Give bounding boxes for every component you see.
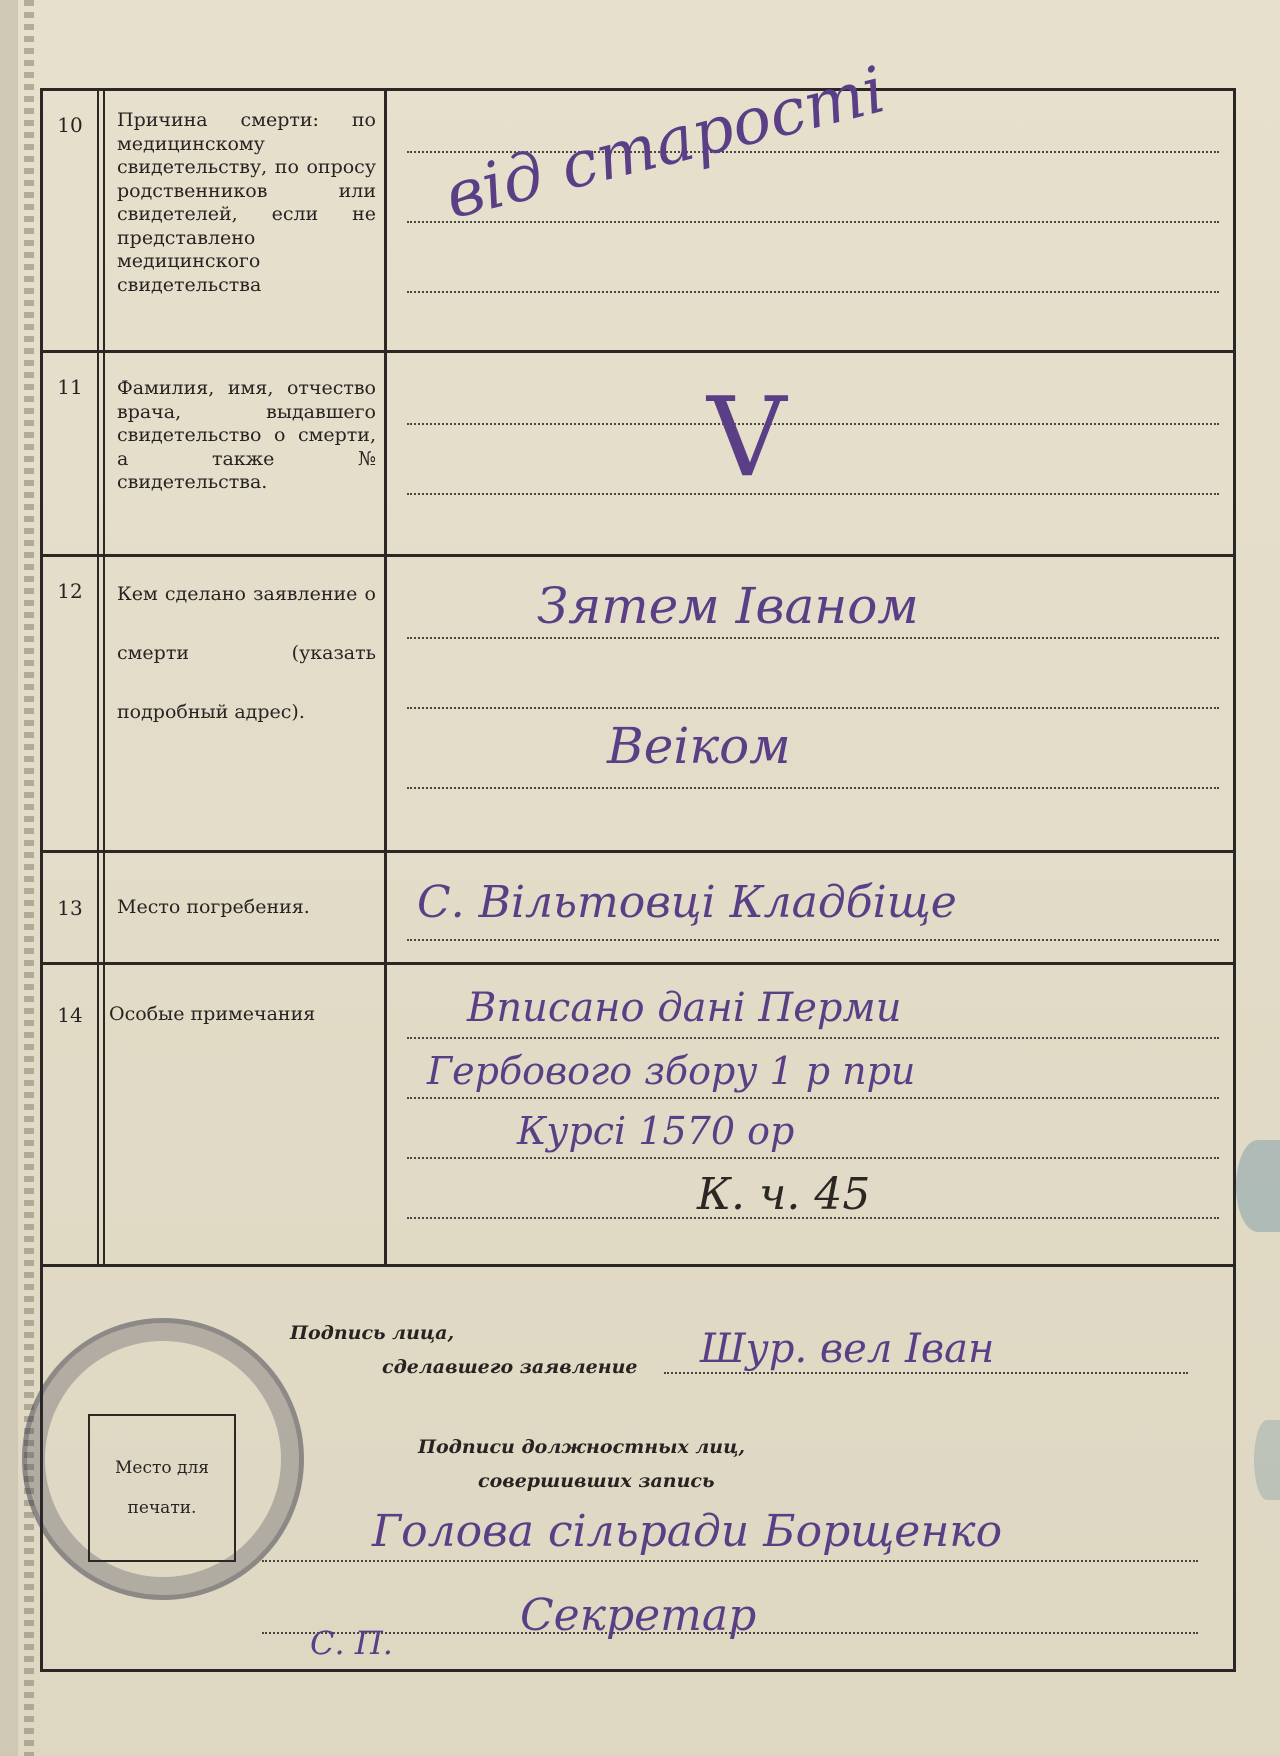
field-value-special-notes <box>387 965 1233 1264</box>
field-label-doctor: Фамилия, имя, отчество врача, выдавшего свидетельство о смерти, а также № свидетельства. <box>103 353 387 554</box>
stamp-placeholder-box <box>88 1414 236 1562</box>
officials-signature-label-2: совершивших запись <box>478 1470 715 1492</box>
declarant-signature-label-2: сделавшего заявление <box>382 1356 638 1378</box>
officials-signature-label-1: Подписи должностных лиц, <box>418 1436 745 1458</box>
handwritten-doctor-mark: V <box>707 373 787 501</box>
row-cause-of-death <box>43 53 1233 353</box>
handwritten-cause-of-death: від старості <box>438 53 893 234</box>
page-tear <box>1254 1420 1280 1500</box>
field-label-declarant: Кем сделано заявление о смерти (указать подробный адрес). <box>103 557 387 850</box>
declarant-signature-line <box>664 1372 1188 1374</box>
handwritten-notes-line-3: Курсі 1570 ор <box>517 1109 795 1153</box>
declarant-signature: Шур. вел Іван <box>700 1326 995 1372</box>
handwritten-declarant-line-2: Веіком <box>607 717 791 775</box>
field-value-declarant <box>387 557 1233 850</box>
row-number: 10 <box>43 91 99 350</box>
stamp-label-line-2: печати. <box>127 1498 197 1518</box>
row-special-notes <box>43 965 1233 1267</box>
field-value-burial-place <box>387 853 1233 962</box>
field-label-cause-of-death: Причина смерти: по медицинскому свидетельству, по опросу родственников или свидетелей, если не представлено медицинского свидетельства <box>103 91 387 350</box>
field-label-special-notes: Особые примечания <box>103 965 387 1264</box>
declarant-signature-label-1: Подпись лица, <box>290 1322 455 1344</box>
row-declarant <box>43 557 1233 853</box>
handwritten-declarant-line-1: Зятем Іваном <box>537 577 919 635</box>
field-label-burial-place: Место погребения. <box>103 853 387 962</box>
official-signature-secretary: Секретар <box>520 1590 757 1641</box>
handwritten-burial-place: С. Вільтовці Кладбіще <box>417 877 957 928</box>
field-value-cause-of-death <box>387 53 1233 350</box>
row-number: 11 <box>43 353 99 554</box>
official-signature-prefix: С. П. <box>310 1624 393 1662</box>
handwritten-notes-line-4: К. ч. 45 <box>697 1169 871 1220</box>
officials-signature-line-1 <box>262 1560 1198 1562</box>
official-signature-head: Голова сільради Борщенко <box>372 1506 1003 1557</box>
row-number: 14 <box>43 965 99 1264</box>
page-tear <box>1236 1140 1280 1232</box>
field-value-doctor <box>387 353 1233 554</box>
handwritten-notes-line-1: Вписано дані Перми <box>467 985 902 1031</box>
row-number: 13 <box>43 853 99 962</box>
row-number: 12 <box>43 557 99 850</box>
row-burial-place <box>43 853 1233 965</box>
row-doctor <box>43 353 1233 557</box>
stamp-label-line-1: Место для <box>114 1458 210 1478</box>
handwritten-notes-line-2: Гербового збору 1 р при <box>427 1049 916 1093</box>
